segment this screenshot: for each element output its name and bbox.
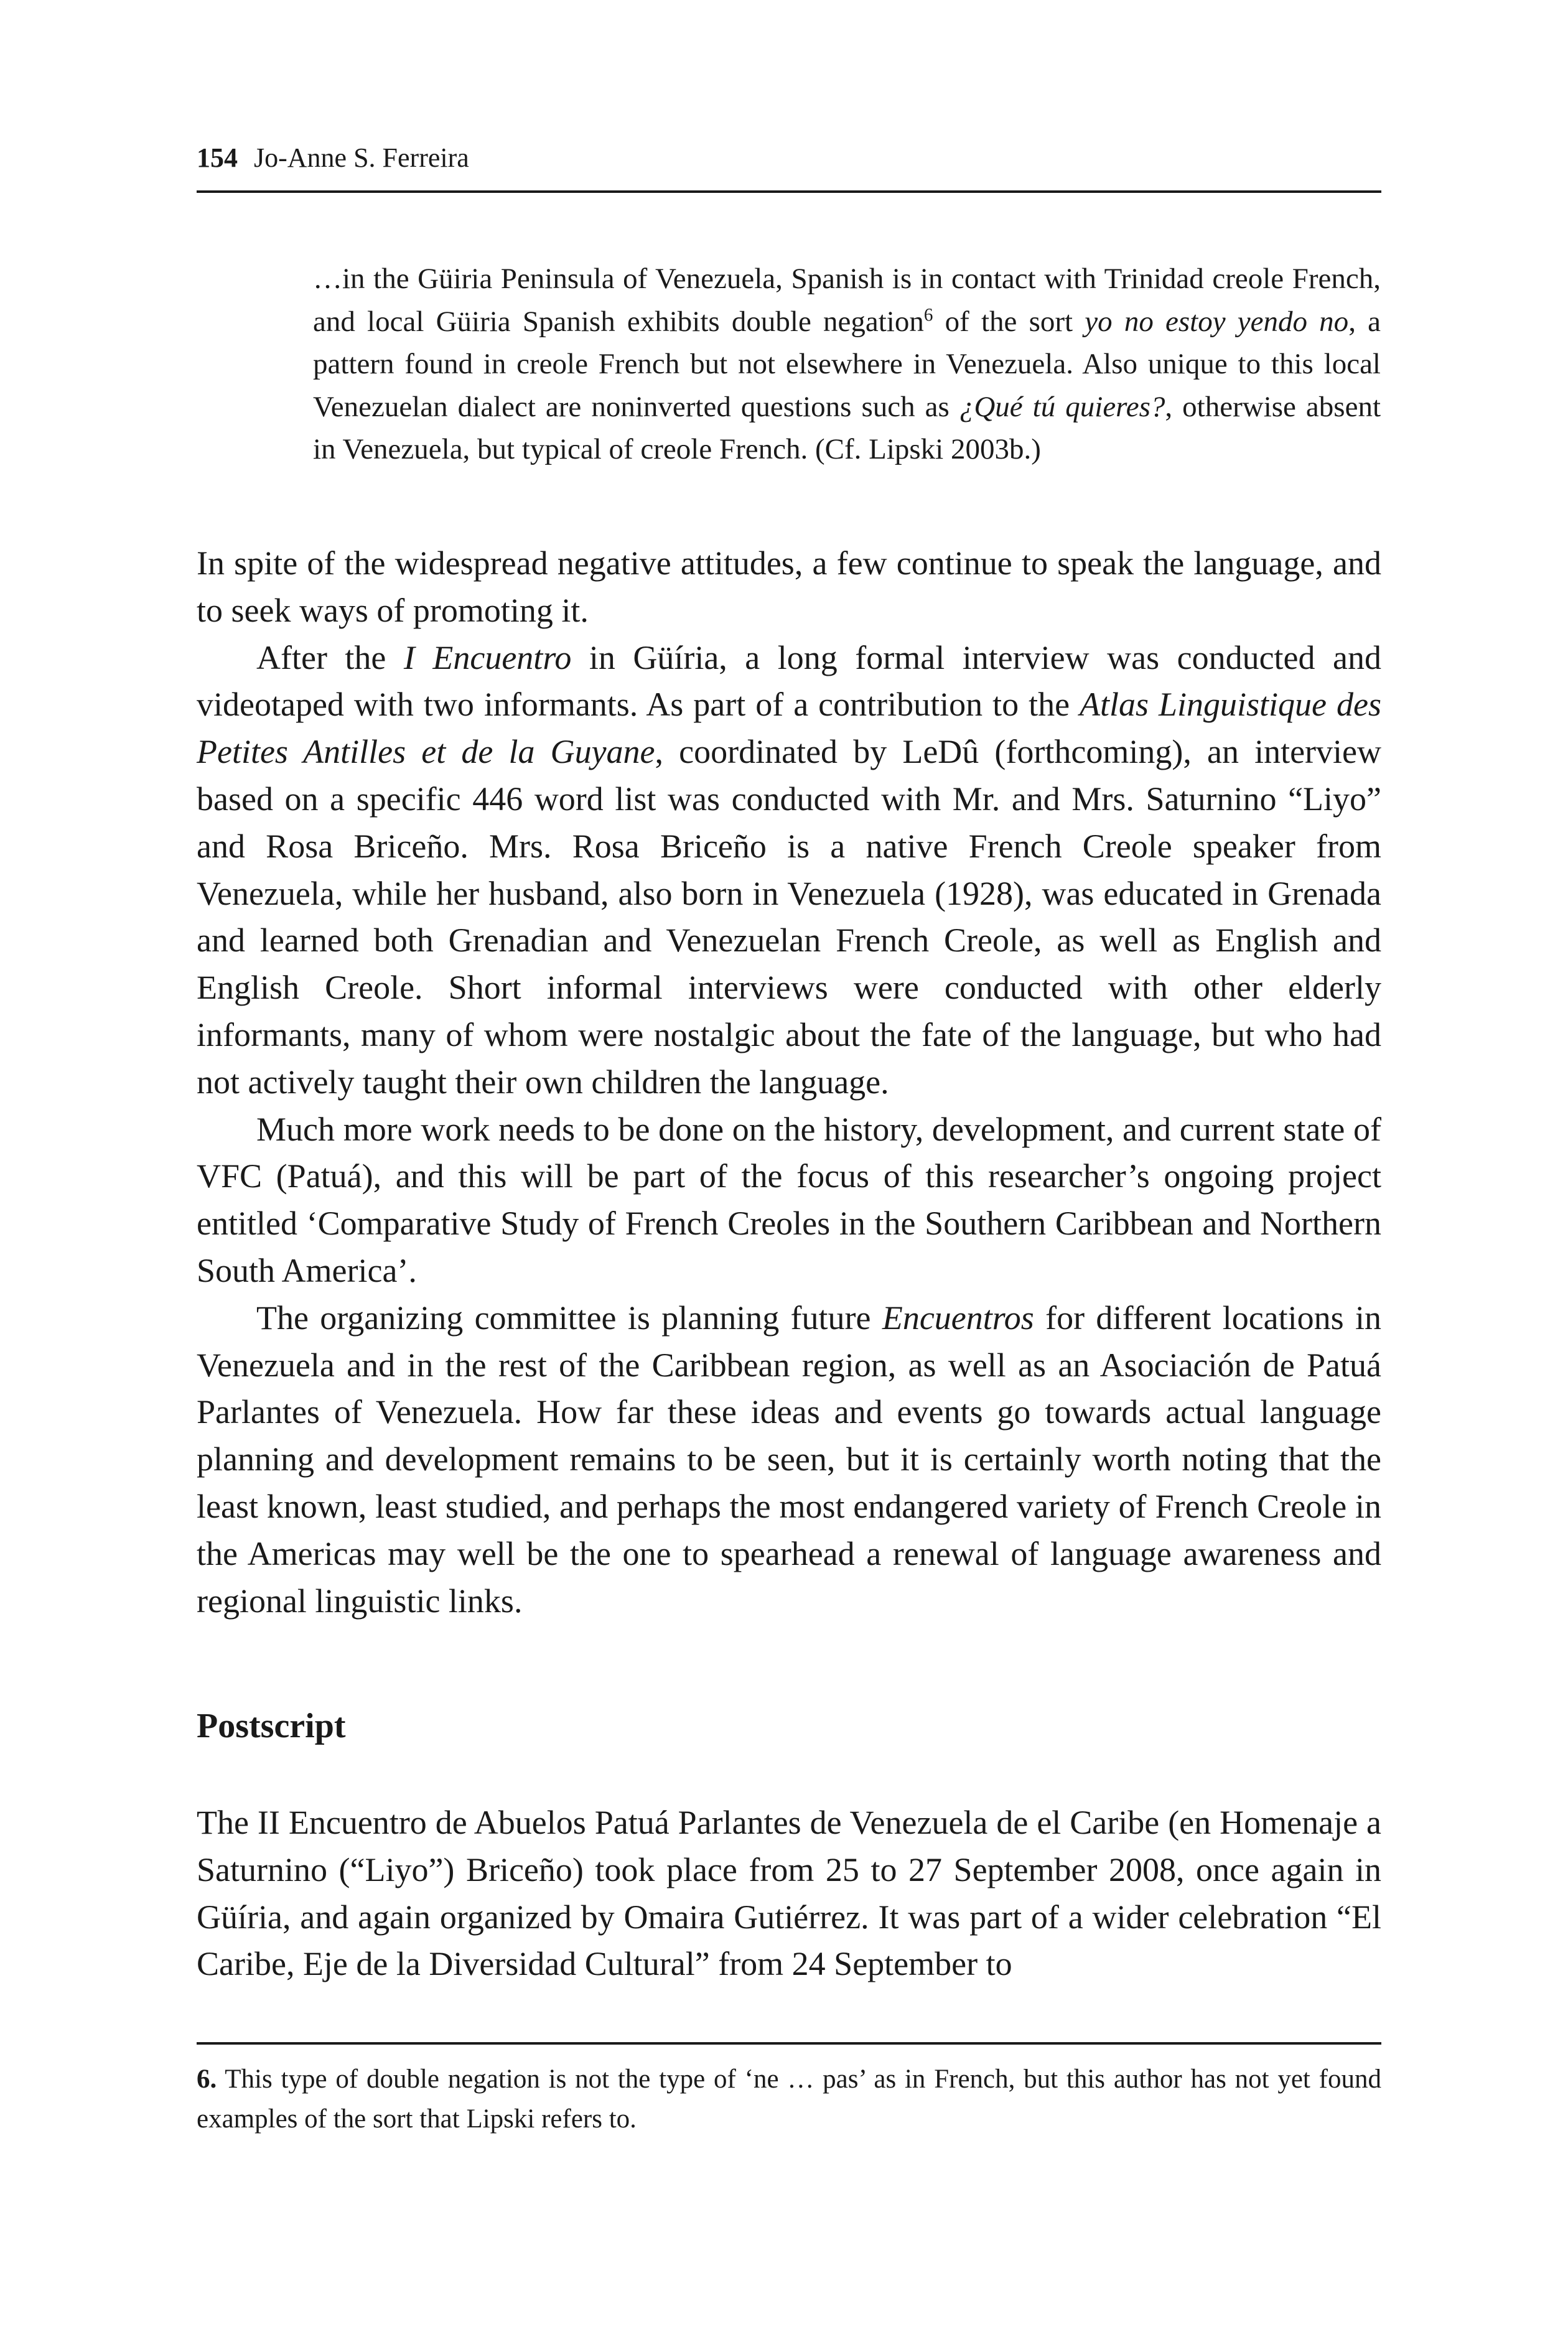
- italic-title: Encuentros: [882, 1299, 1034, 1337]
- quote-text: , otherwise absent in Venezuela, but typical of creole French. (Cf. Lipski 2003b.): [313, 390, 1381, 465]
- footnote: [197, 2060, 1381, 2139]
- quote-example-italic: ¿Qué tú quieres?: [959, 390, 1165, 423]
- paragraph-3: Much more work needs to be done on the history, development, and current state of VFC (Patuá), and this will be part of the focus of this researcher’s ongoing project entitled ‘Comparative Study of French Creoles in the Southern Caribbean and Northern South America’.: [197, 1110, 1381, 1289]
- block-quote: [313, 258, 1381, 471]
- paragraph-text: , coordinated by LeDû (forthcoming), an interview based on a specific 446 word list was conducted with Mr. and Mrs. Saturnino “Liyo” and Rosa Briceño. Mrs. Rosa Briceño is a native French Creole speaker from Venezuela, while her husband, also born in Venezuela (1928), was educated in Grenada and learned both Grenadian and Venezuelan French Creole, as well as English and English Creole. Short informal interviews were conducted with other elderly informants, many of whom were nostalgic about the fate of the language, but who had not actively taught their own children the language.: [197, 733, 1382, 1101]
- header-rule: [197, 190, 1381, 193]
- postscript-paragraph: The II Encuentro de Abuelos Patuá Parlantes de Venezuela de el Caribe (en Homenaje a Saturnino (“Liyo”) Briceño) took place from 25 to 27 September 2008, once again in Güíria, and again organized by Omaira Gutiérrez. It was part of a wider celebration “El Caribe, Eje de la Diversidad Cultural” from 24 September to: [197, 1804, 1381, 1983]
- running-head-author: Jo-Anne S. Ferreira: [254, 142, 469, 173]
- quote-text: , a pattern found in creole French but not elsewhere in Venezuela. Also unique to this local Venezuelan dialect are noninverted questions such as: [313, 305, 1381, 423]
- running-head: [197, 139, 1381, 177]
- main-body: [197, 540, 1381, 1625]
- paragraph-text: in Güíria, a long formal interview was conducted and videotaped with two informants. As part of a contribution to the: [197, 638, 1381, 724]
- italic-title: Atlas Linguistique des Petites Antilles et de la Guyane: [197, 686, 1381, 771]
- footnote-rule: [197, 2042, 1381, 2045]
- paragraph-1: In spite of the widespread negative attitudes, a few continue to speak the language, and to seek ways of promoting it.: [197, 544, 1381, 629]
- footnote-text: This type of double negation is not the type of ‘ne … pas’ as in French, but this author has not yet found examples of the sort that Lipski refers to.: [197, 2065, 1381, 2134]
- paragraph-text: The organizing committee is planning future: [256, 1299, 882, 1337]
- footnote-number: 6.: [197, 2065, 217, 2094]
- quote-example-italic: yo no estoy yendo no: [1085, 305, 1349, 338]
- page-number: 154: [197, 142, 238, 173]
- section-heading-postscript: Postscript: [197, 1707, 346, 1745]
- paragraph-2: [197, 635, 1381, 1106]
- italic-title: I Encuentro: [403, 638, 572, 676]
- footnote-reference[interactable]: 6: [923, 304, 933, 325]
- paragraph-text: for different locations in Venezuela and in the rest of the Caribbean region, as well as an Asociación de Patuá Parlantes of Venezuela. How far these ideas and events go towards actual language planning and development remains to be seen, but it is certainly worth noting that the least known, least studied, and perhaps the most endangered variety of French Creole in the Americas may well be the one to spearhead a renewal of language awareness and regional linguistic links.: [197, 1299, 1382, 1620]
- postscript-body: [197, 1799, 1381, 1988]
- quote-text: of the sort: [933, 305, 1085, 338]
- paragraph-text: After the: [256, 638, 404, 676]
- quote-text: …in the Güiria Peninsula of Venezuela, Spanish is in contact with Trinidad creole French, and local Güiria Spanish exhibits double negation: [313, 263, 1381, 338]
- paragraph-4: [197, 1295, 1381, 1625]
